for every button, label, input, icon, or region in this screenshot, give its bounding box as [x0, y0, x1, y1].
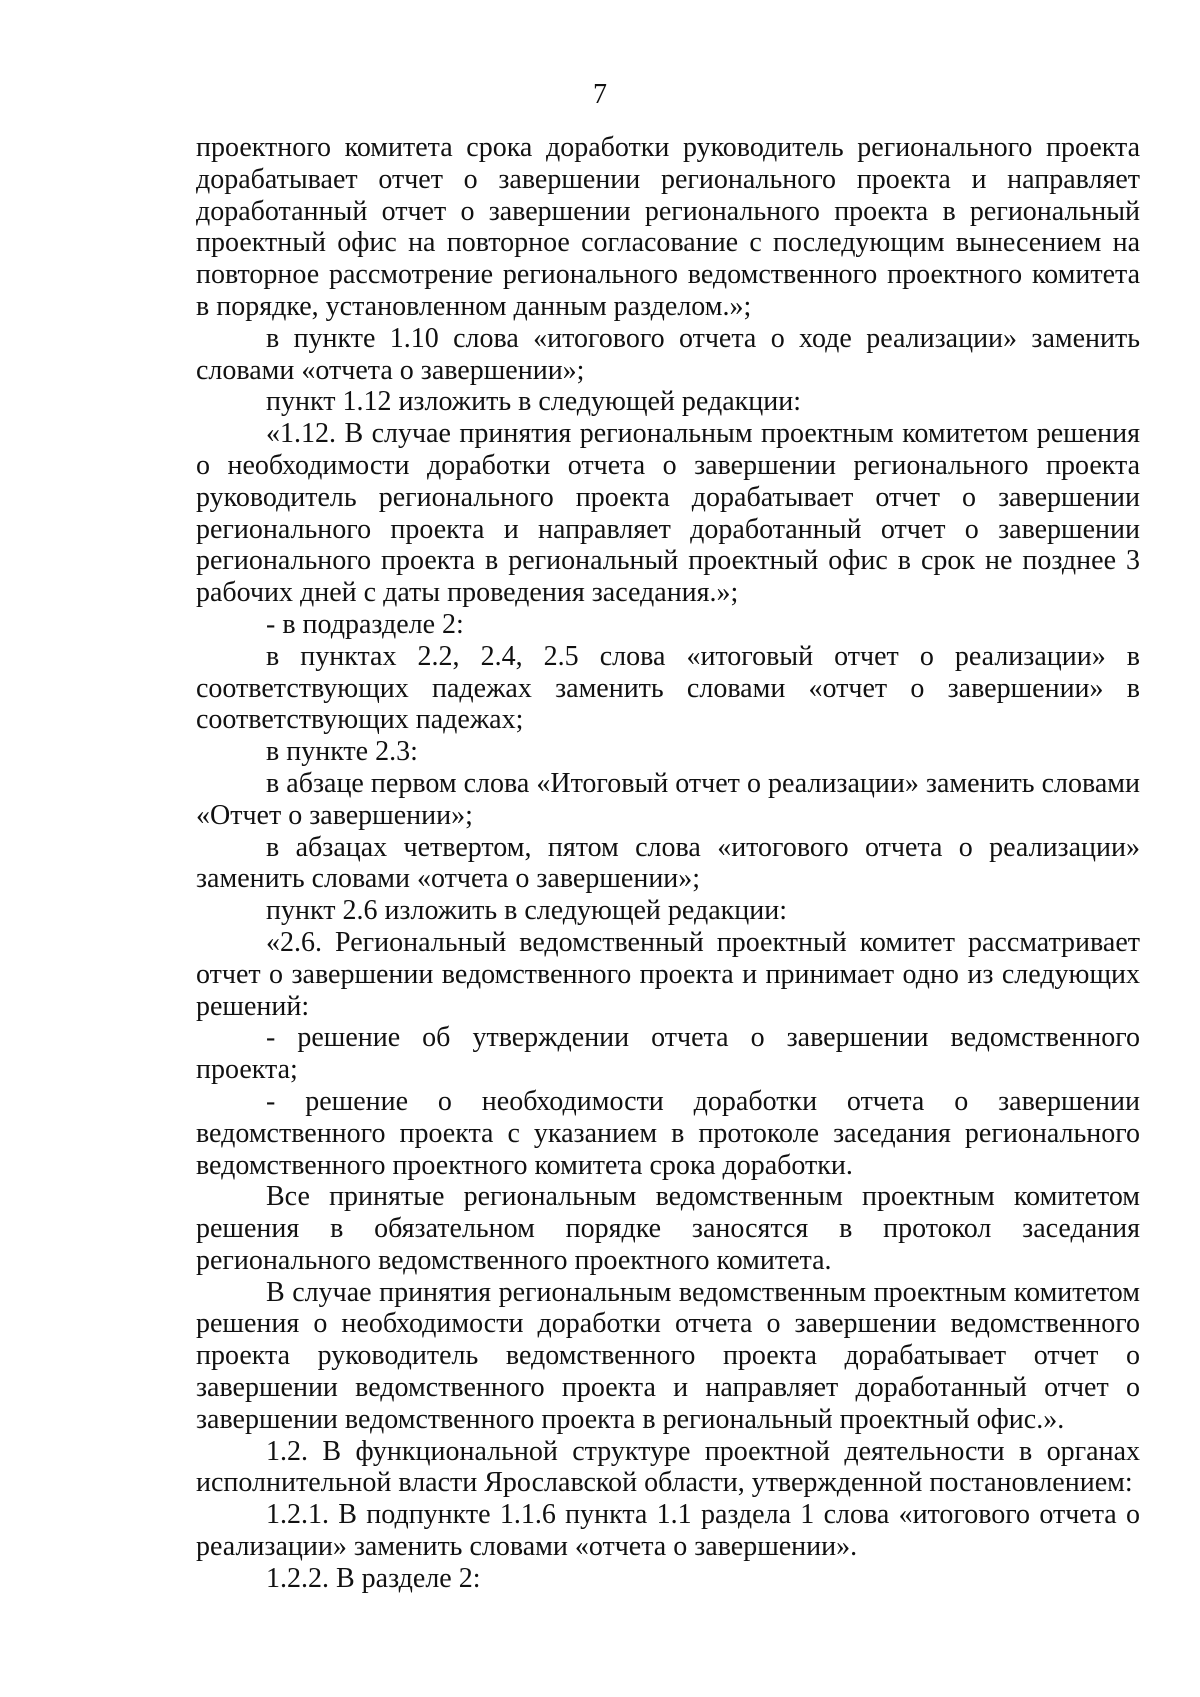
paragraph-17: 1.2.1. В подпункте 1.1.6 пункта 1.1 раздела 1 слова «итогового отчета о реализации» заменить словами «отчета о завершении». [196, 1499, 1140, 1563]
paragraph-9: в абзацах четвертом, пятом слова «итогового отчета о реализации» заменить словами «отчета о завершении»; [196, 831, 1140, 895]
page-number: 7 [593, 79, 607, 110]
paragraph-15: В случае принятия региональным ведомственным проектным комитетом решения о необходимости доработки отчета о завершении ведомственного проекта руководитель ведомственного проекта дорабатывает отчет о завершении ведомственного проекта и направляет доработанный отчет о завершении ведомственного проекта в региональный проектный офис.». [196, 1276, 1140, 1435]
paragraph-6: в пунктах 2.2, 2.4, 2.5 слова «итоговый отчет о реализации» в соответствующих падежах заменить словами «отчет о завершении» в соответствующих падежах; [196, 640, 1140, 736]
paragraph-2: в пункте 1.10 слова «итогового отчета о ходе реализации» заменить словами «отчета о завершении»; [196, 322, 1140, 386]
paragraph-10: пункт 2.6 изложить в следующей редакции: [266, 895, 787, 927]
paragraph-3: пункт 1.12 изложить в следующей редакции: [266, 386, 801, 418]
document-body [196, 132, 1140, 1595]
paragraph-7: в пункте 2.3: [266, 736, 418, 768]
paragraph-14: Все принятые региональным ведомственным проектным комитетом решения в обязательном порядке заносятся в протокол заседания регионального ведомственного проектного комитета. [196, 1181, 1140, 1276]
paragraph-11: «2.6. Региональный ведомственный проектный комитет рассматривает отчет о завершении ведомственного проекта и принимает одно из следующих решений: [196, 926, 1140, 1022]
paragraph-8: в абзаце первом слова «Итоговый отчет о реализации» заменить словами «Отчет о завершении»; [196, 767, 1140, 831]
paragraph-13: - решение о необходимости доработки отчета о завершении ведомственного проекта с указанием в протоколе заседания регионального ведомственного проектного комитета срока доработки. [196, 1085, 1140, 1181]
paragraph-18: 1.2.2. В разделе 2: [266, 1562, 481, 1594]
paragraph-12: - решение об утверждении отчета о завершении ведомственного проекта; [196, 1022, 1140, 1086]
paragraph-1: проектного комитета срока доработки руководитель регионального проекта дорабатывает отчет о завершении регионального проекта и направляет доработанный отчет о завершении регионального проекта в региональный проектный офис на повторное согласование с последующим вынесением на повторное рассмотрение регионального ведомственного проектного комитета в порядке, установленном данным разделом.»; [196, 132, 1140, 322]
paragraph-4: «1.12. В случае принятия региональным проектным комитетом решения о необходимости доработки отчета о завершении регионального проекта руководитель регионального проекта дорабатывает отчет о завершении регионального проекта и направляет доработанный отчет о завершении регионального проекта в региональный проектный офис в срок не позднее 3 рабочих дней с даты проведения заседания.»; [196, 418, 1140, 609]
paragraph-16: 1.2. В функциональной структуре проектной деятельности в органах исполнительной власти Ярославской области, утвержденной постановлением: [196, 1435, 1140, 1499]
paragraph-5: - в подразделе 2: [266, 608, 464, 640]
